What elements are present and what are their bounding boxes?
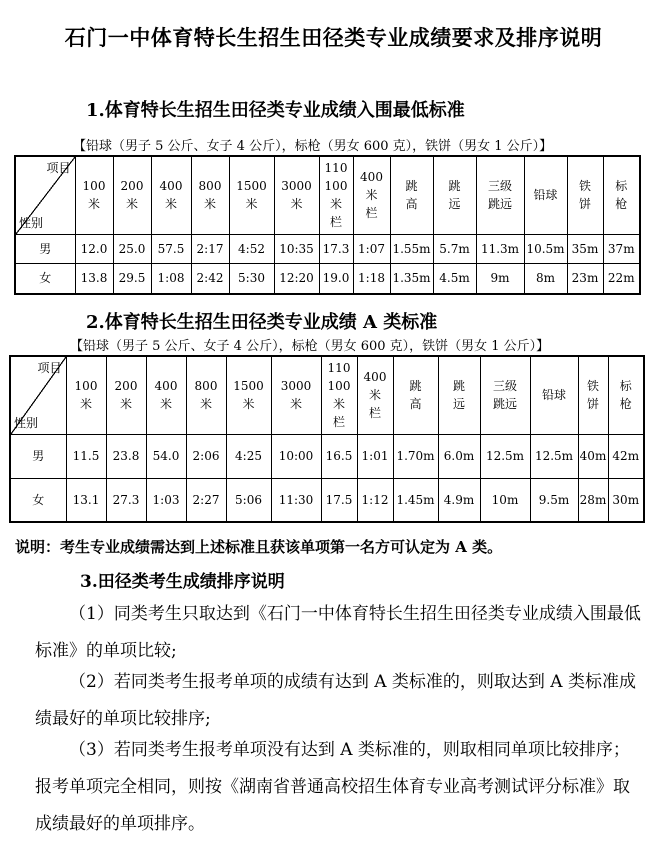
score-cell: 12:20 [274, 263, 319, 294]
gender-cell: 女 [15, 263, 75, 294]
min-standard-table [14, 155, 641, 295]
score-cell: 5:30 [229, 263, 274, 294]
column-header: 400 米 栏 [353, 156, 390, 234]
table-row-female [10, 478, 644, 522]
page-title: 石门一中体育特长生招生田径类专业成绩要求及排序说明 [64, 25, 603, 50]
score-cell: 1:01 [357, 434, 393, 478]
score-cell: 25.0 [113, 234, 151, 263]
column-header: 1500 米 [226, 356, 271, 434]
score-cell: 1.55m [390, 234, 433, 263]
column-header: 跳 远 [438, 356, 480, 434]
column-header: 跳 高 [393, 356, 438, 434]
score-cell: 23.8 [106, 434, 146, 478]
score-cell: 6.0m [438, 434, 480, 478]
column-header: 铅球 [524, 156, 567, 234]
score-cell: 1.35m [390, 263, 433, 294]
score-cell: 13.1 [66, 478, 106, 522]
score-cell: 12.5m [480, 434, 530, 478]
gender-cell: 女 [10, 478, 66, 522]
table-header-row [15, 156, 640, 234]
score-cell: 1:03 [146, 478, 186, 522]
score-cell: 11.5 [66, 434, 106, 478]
rule-paragraph-2 [35, 664, 645, 738]
column-header: 标 枪 [608, 356, 644, 434]
score-cell: 22m [603, 263, 640, 294]
column-header: 200 米 [113, 156, 151, 234]
score-cell: 4.5m [433, 263, 476, 294]
score-cell: 9.5m [530, 478, 578, 522]
column-header: 200 米 [106, 356, 146, 434]
score-cell: 4:25 [226, 434, 271, 478]
score-cell: 2:42 [191, 263, 229, 294]
score-cell: 10:00 [271, 434, 321, 478]
score-cell: 1:07 [353, 234, 390, 263]
score-cell: 1.45m [393, 478, 438, 522]
column-header: 3000 米 [274, 156, 319, 234]
corner-bottom-label: 性别 [14, 415, 39, 430]
column-header: 三级 跳远 [476, 156, 524, 234]
score-cell: 35m [567, 234, 603, 263]
rule-text-2: （2）若同类考生报考单项的成绩有达到 A 类标准的，则取达到 A 类标准成绩最好的单项比较排序; [35, 672, 636, 729]
section1-note: 【铅球（男子 5 公斤、女子 4 公斤），标枪（男女 600 克），铁饼（男女 1 公斤）】 [73, 139, 553, 154]
column-header: 110 100 米 栏 [319, 156, 353, 234]
score-cell: 19.0 [319, 263, 353, 294]
column-header: 3000 米 [271, 356, 321, 434]
score-cell: 2:06 [186, 434, 226, 478]
score-cell: 11.3m [476, 234, 524, 263]
section1-heading: 1.体育特长生招生田径类专业成绩入围最低标准 [86, 100, 465, 121]
column-header: 铅球 [530, 356, 578, 434]
score-cell: 37m [603, 234, 640, 263]
table-header-row [10, 356, 644, 434]
score-cell: 9m [476, 263, 524, 294]
score-cell: 27.3 [106, 478, 146, 522]
corner-bottom-label: 性别 [19, 215, 44, 230]
section2-heading: 2.体育特长生招生田径类专业成绩 A 类标准 [86, 312, 438, 333]
score-cell: 40m [578, 434, 608, 478]
score-cell: 17.3 [319, 234, 353, 263]
score-cell: 5.7m [433, 234, 476, 263]
gender-cell: 男 [15, 234, 75, 263]
score-cell: 12.5m [530, 434, 578, 478]
score-cell: 28m [578, 478, 608, 522]
a-standard-table [9, 355, 645, 523]
score-cell: 42m [608, 434, 644, 478]
rule-text-1: （1）同类考生只取达到《石门一中体育特长生招生田径类专业成绩入围最低标准》的单项比较; [35, 604, 641, 661]
column-header: 铁 饼 [567, 156, 603, 234]
score-cell: 1:12 [357, 478, 393, 522]
explanation-text: 说明：考生专业成绩需达到上述标准且获该单项第一名方可认定为 A 类。 [15, 538, 503, 556]
score-cell: 29.5 [113, 263, 151, 294]
score-cell: 2:27 [186, 478, 226, 522]
column-header: 跳 远 [433, 156, 476, 234]
rule-paragraph-3 [35, 732, 645, 843]
table-row-female [15, 263, 640, 294]
column-header: 1500 米 [229, 156, 274, 234]
column-header: 110 100 米 栏 [321, 356, 357, 434]
score-cell: 10m [480, 478, 530, 522]
column-header: 800 米 [191, 156, 229, 234]
corner-cell [10, 356, 66, 434]
score-cell: 8m [524, 263, 567, 294]
score-cell: 13.8 [75, 263, 113, 294]
score-cell: 12.0 [75, 234, 113, 263]
score-cell: 23m [567, 263, 603, 294]
column-header: 100 米 [66, 356, 106, 434]
rule-text-3: （3）若同类考生报考单项没有达到 A 类标准的，则取相同单项比较排序；报考单项完全相同，则按《湖南省普通高校招生体育专业高考测试评分标准》取成绩最好的单项排序。 [35, 740, 630, 834]
score-cell: 4.9m [438, 478, 480, 522]
section2-note: 【铅球（男子 5 公斤、女子 4 公斤），标枪（男女 600 克），铁饼（男女 1 公斤）】 [70, 339, 550, 354]
score-cell: 30m [608, 478, 644, 522]
column-header: 三级 跳远 [480, 356, 530, 434]
score-cell: 11:30 [271, 478, 321, 522]
table-row-male [10, 434, 644, 478]
column-header: 跳 高 [390, 156, 433, 234]
table-row-male [15, 234, 640, 263]
column-header: 800 米 [186, 356, 226, 434]
score-cell: 10.5m [524, 234, 567, 263]
score-cell: 2:17 [191, 234, 229, 263]
column-header: 标 枪 [603, 156, 640, 234]
column-header: 400 米 [146, 356, 186, 434]
gender-cell: 男 [10, 434, 66, 478]
column-header: 400 米 栏 [357, 356, 393, 434]
score-cell: 4:52 [229, 234, 274, 263]
corner-top-label: 项目 [46, 161, 71, 175]
corner-top-label: 项目 [37, 361, 62, 375]
corner-cell [15, 156, 75, 234]
column-header: 100 米 [75, 156, 113, 234]
column-header: 铁 饼 [578, 356, 608, 434]
score-cell: 1:08 [151, 263, 191, 294]
rule-paragraph-1 [35, 596, 645, 670]
score-cell: 1:18 [353, 263, 390, 294]
score-cell: 57.5 [151, 234, 191, 263]
score-cell: 5:06 [226, 478, 271, 522]
score-cell: 16.5 [321, 434, 357, 478]
column-header: 400 米 [151, 156, 191, 234]
score-cell: 10:35 [274, 234, 319, 263]
section3-heading: 3.田径类考生成绩排序说明 [80, 572, 285, 592]
score-cell: 17.5 [321, 478, 357, 522]
score-cell: 54.0 [146, 434, 186, 478]
score-cell: 1.70m [393, 434, 438, 478]
